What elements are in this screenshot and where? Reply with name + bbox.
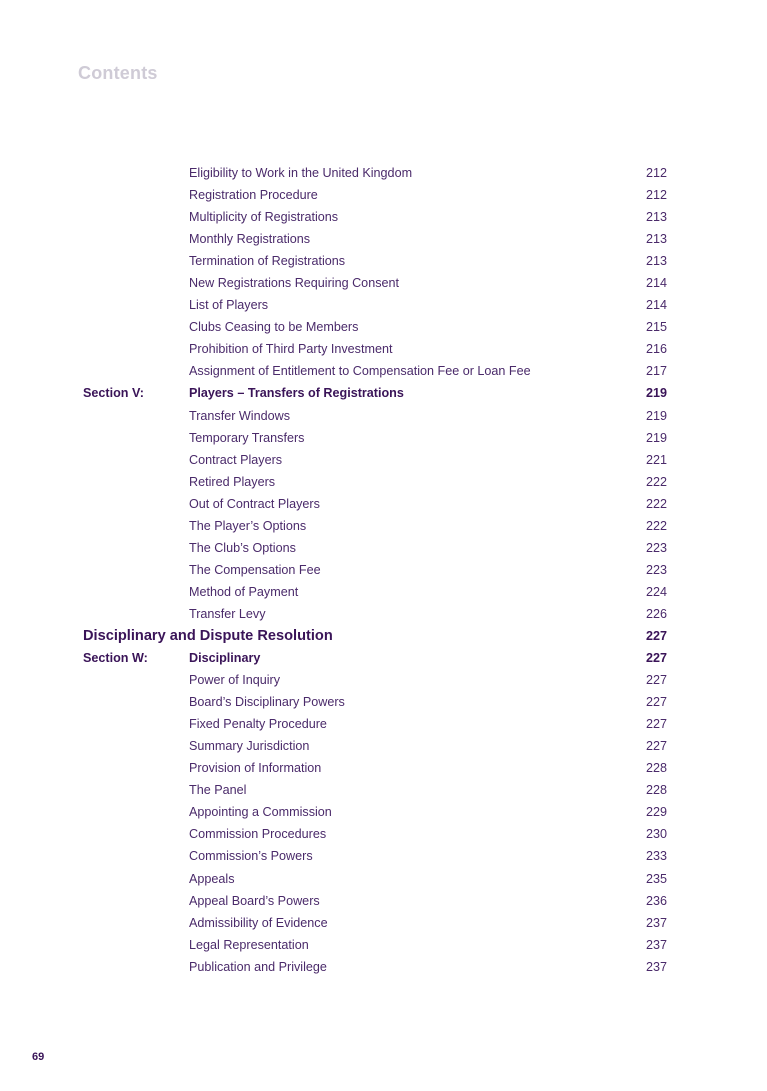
toc-page-number: 227 — [645, 739, 667, 754]
toc-section-label: Section W: — [83, 651, 148, 666]
toc-entry-title: The Player’s Options — [189, 518, 307, 533]
toc-entry[interactable] — [0, 449, 767, 471]
toc-page-number: 216 — [645, 342, 667, 357]
toc-section[interactable] — [0, 382, 767, 404]
toc-entry-title: Commission Procedures — [189, 827, 327, 842]
toc-entry[interactable] — [0, 427, 767, 449]
toc-entry-title: Board’s Disciplinary Powers — [189, 695, 345, 710]
toc-entry-title: Provision of Information — [189, 761, 322, 776]
toc-entry-title: Termination of Registrations — [189, 254, 346, 269]
table-of-contents — [0, 162, 767, 978]
toc-page-number: 214 — [645, 298, 667, 313]
toc-entry[interactable] — [0, 316, 767, 338]
toc-entry[interactable] — [0, 272, 767, 294]
toc-page-number: 221 — [645, 452, 667, 467]
toc-page-number: 214 — [645, 276, 667, 291]
toc-entry[interactable] — [0, 779, 767, 801]
toc-entry-title: Commission’s Powers — [189, 849, 313, 864]
toc-entry[interactable] — [0, 581, 767, 603]
toc-entry[interactable] — [0, 250, 767, 272]
toc-page-number: 236 — [645, 893, 667, 908]
toc-page-number: 215 — [645, 320, 667, 335]
toc-page-number: 213 — [645, 254, 667, 269]
toc-entry-title: Out of Contract Players — [189, 496, 320, 511]
toc-entry[interactable] — [0, 559, 767, 581]
toc-entry[interactable] — [0, 890, 767, 912]
toc-entry-title: Prohibition of Third Party Investment — [189, 342, 393, 357]
toc-entry[interactable] — [0, 757, 767, 779]
toc-page-number: 230 — [645, 827, 667, 842]
toc-entry-title: Power of Inquiry — [189, 673, 280, 688]
toc-entry[interactable] — [0, 471, 767, 493]
toc-page-number: 229 — [645, 805, 667, 820]
toc-entry[interactable] — [0, 801, 767, 823]
toc-entry-title: Admissibility of Evidence — [189, 915, 328, 930]
page-title: Contents — [78, 63, 158, 83]
toc-section[interactable] — [0, 647, 767, 669]
page-number: 69 — [32, 1051, 45, 1063]
toc-page-number: 219 — [645, 408, 667, 423]
toc-page-number: 223 — [645, 562, 667, 577]
toc-page-number: 227 — [645, 628, 667, 643]
toc-entry[interactable] — [0, 868, 767, 890]
toc-entry[interactable] — [0, 515, 767, 537]
toc-entry-title: Temporary Transfers — [189, 430, 305, 445]
toc-entry[interactable] — [0, 845, 767, 867]
toc-entry-title: Publication and Privilege — [189, 959, 327, 974]
toc-entry[interactable] — [0, 603, 767, 625]
toc-entry-title: Multiplicity of Registrations — [189, 210, 339, 225]
toc-entry-title: Contract Players — [189, 452, 283, 467]
toc-entry-title: List of Players — [189, 298, 269, 313]
toc-page-number: 227 — [645, 717, 667, 732]
toc-entry[interactable] — [0, 669, 767, 691]
toc-page-number: 213 — [645, 232, 667, 247]
toc-page-number: 226 — [645, 606, 667, 621]
toc-entry-title: Appeal Board’s Powers — [189, 893, 320, 908]
toc-entry[interactable] — [0, 713, 767, 735]
toc-page-number: 213 — [645, 210, 667, 225]
toc-entry-title: The Club’s Options — [189, 540, 296, 555]
toc-entry-title: Monthly Registrations — [189, 232, 311, 247]
toc-entry[interactable] — [0, 162, 767, 184]
toc-entry[interactable] — [0, 691, 767, 713]
toc-entry-title: Appointing a Commission — [189, 805, 332, 820]
toc-entry-title: Disciplinary — [189, 651, 261, 666]
toc-entry[interactable] — [0, 360, 767, 382]
toc-entry[interactable] — [0, 934, 767, 956]
toc-page-number: 237 — [645, 959, 667, 974]
toc-section-label: Section V: — [83, 386, 144, 401]
toc-entry[interactable] — [0, 294, 767, 316]
toc-page-number: 222 — [645, 518, 667, 533]
toc-entry-title: Registration Procedure — [189, 188, 318, 203]
toc-entry-title: Fixed Penalty Procedure — [189, 717, 327, 732]
toc-entry[interactable] — [0, 184, 767, 206]
toc-entry-title: Appeals — [189, 871, 235, 886]
toc-heading-title: Disciplinary and Dispute Resolution — [83, 627, 333, 644]
toc-entry-title: The Compensation Fee — [189, 562, 321, 577]
toc-entry-title: Transfer Levy — [189, 606, 266, 621]
toc-entry-title: Clubs Ceasing to be Members — [189, 320, 359, 335]
toc-entry[interactable] — [0, 338, 767, 360]
toc-entry[interactable] — [0, 735, 767, 757]
toc-entry[interactable] — [0, 537, 767, 559]
toc-page-number: 228 — [645, 783, 667, 798]
toc-entry[interactable] — [0, 405, 767, 427]
toc-page-number: 228 — [645, 761, 667, 776]
toc-entry-title: The Panel — [189, 783, 247, 798]
toc-page-number: 237 — [645, 937, 667, 952]
toc-entry-title: Method of Payment — [189, 584, 299, 599]
toc-page-number: 227 — [645, 695, 667, 710]
toc-page-number: 237 — [645, 915, 667, 930]
toc-entry-title: Transfer Windows — [189, 408, 291, 423]
toc-entry[interactable] — [0, 493, 767, 515]
toc-entry-title: Players – Transfers of Registrations — [189, 386, 404, 401]
toc-entry[interactable] — [0, 228, 767, 250]
toc-entry-title: Assignment of Entitlement to Compensation Fee or Loan Fee — [189, 364, 531, 379]
toc-entry-title: Eligibility to Work in the United Kingdom — [189, 166, 413, 180]
toc-entry-title: Retired Players — [189, 474, 276, 489]
toc-entry[interactable] — [0, 912, 767, 934]
toc-page-number: 217 — [645, 364, 667, 379]
toc-entry-title: New Registrations Requiring Consent — [189, 276, 399, 291]
toc-entry[interactable] — [0, 206, 767, 228]
toc-entry-title: Legal Representation — [189, 937, 309, 952]
toc-page-number: 222 — [645, 474, 667, 489]
toc-page-number: 212 — [645, 166, 667, 180]
toc-page-number: 223 — [645, 540, 667, 555]
toc-entry[interactable] — [0, 956, 767, 978]
toc-page-number: 219 — [645, 430, 667, 445]
toc-page-number: 233 — [645, 849, 667, 864]
toc-page-number: 227 — [645, 673, 667, 688]
toc-page-number: 227 — [645, 651, 667, 666]
toc-page-number: 219 — [645, 386, 667, 401]
toc-heading[interactable] — [0, 625, 767, 647]
toc-page-number: 224 — [645, 584, 667, 599]
toc-page-number: 235 — [645, 871, 667, 886]
toc-entry[interactable] — [0, 823, 767, 845]
toc-entry-title: Summary Jurisdiction — [189, 739, 310, 754]
toc-page-number: 212 — [645, 188, 667, 203]
toc-page-number: 222 — [645, 496, 667, 511]
